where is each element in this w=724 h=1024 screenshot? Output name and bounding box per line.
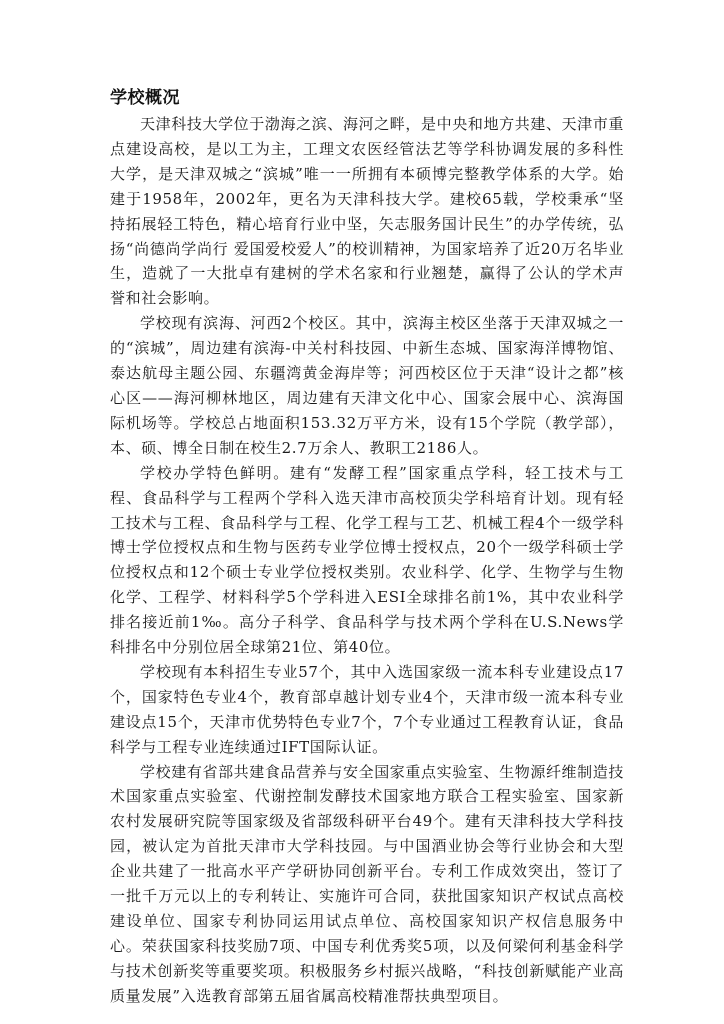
paragraph-campuses: 学校现有滨海、河西2个校区。其中，滨海主校区坐落于天津双城之一的“滨城”，周边建有滨海-中关村科技园、中新生态城、国家海洋博物馆、泰达航母主题公园、东疆湾黄金海岸等；河西校区位于天津“设计之都”核心区——海河柳林地区，周边建有天津文化中心、国家会展中心、滨海国际机场等。学校总占地面积153.32万平方米，设有15个学院（教学部），本、硕、博全日制在校生2.7万余人、教职工2186人。 bbox=[110, 314, 624, 457]
paragraph-overview: 天津科技大学位于渤海之滨、海河之畔，是中央和地方共建、天津市重点建设高校，是以工为主，工理文农医经管法艺等学科协调发展的多科性大学，是天津双城之“滨城”唯一一所拥有本硕博完整教学体系的大学。始建于1958年，2002年，更名为天津科技大学。建校65载，学校秉承“坚持拓展轻工特色，精心培育行业中坚，矢志服务国计民生”的办学传统，弘扬“尚德尚学尚行 爱国爱校爱人”的校训精神，为国家培养了近20万名毕业生，造就了一大批卓有建树的学术名家和行业翘楚，赢得了公认的学术声誉和社会影响。 bbox=[110, 115, 624, 308]
document-page bbox=[110, 86, 624, 1009]
paragraph-research: 学校建有省部共建食品营养与安全国家重点实验室、生物源纤维制造技术国家重点实验室、代谢控制发酵技术国家地方联合工程实验室、国家新农村发展研究院等国家级及省部级科研平台49个。建有天津科技大学科技园，被认定为首批天津市大学科技园。与中国酒业协会等行业协会和大型企业共建了一批高水平产学研协同创新平台。专利工作成效突出，签订了一批千万元以上的专利转让、实施许可合同，获批国家知识产权试点高校建设单位、国家专利协同运用试点单位、高校国家知识产权信息服务中心。荣获国家科技奖励7项、中国专利优秀奖5项，以及何梁何利基金科学与技术创新奖等重要奖项。积极服务乡村振兴战略，“科技创新赋能产业高质量发展”入选教育部第五届省属高校精准帮扶典型项目。 bbox=[110, 762, 624, 1005]
paragraph-majors: 学校现有本科招生专业57个，其中入选国家级一流本科专业建设点17个，国家特色专业4个，教育部卓越计划专业4个，天津市级一流本科专业建设点15个，天津市优势特色专业7个，7个专业通过工程教育认证，食品科学与工程专业连续通过IFT国际认证。 bbox=[110, 662, 624, 756]
document-title: 学校概况 bbox=[110, 88, 180, 108]
paragraph-disciplines: 学校办学特色鲜明。建有“发酵工程”国家重点学科，轻工技术与工程、食品科学与工程两个学科入选天津市高校顶尖学科培育计划。现有轻工技术与工程、食品科学与工程、化学工程与工艺、机械工程4个一级学科博士学位授权点和生物与医药专业学位博士授权点，20个一级学科硕士学位授权点和12个硕士专业学位授权类别。农业科学、化学、生物学与生物化学、工程学、材料科学5个学科进入ESI全球排名前1%，其中农业科学排名接近前1‰。高分子科学、食品科学与技术两个学科在U.S.News学科排名中分别位居全球第21位、第40位。 bbox=[110, 463, 624, 657]
